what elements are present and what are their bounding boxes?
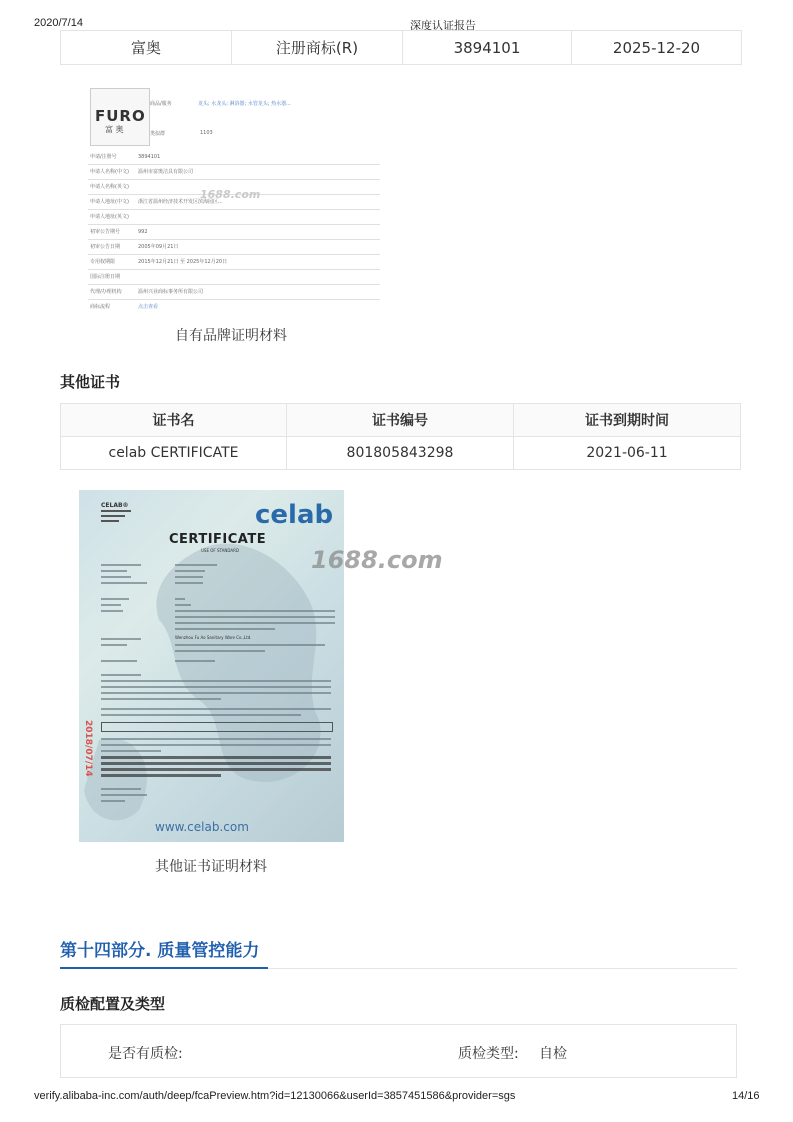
- cert-watermark: 1688.com: [311, 546, 443, 574]
- tm-class-value: 1103: [200, 130, 213, 136]
- print-date: 2020/7/14: [34, 17, 83, 29]
- tm-row: 申请人地址(英文): [88, 210, 380, 225]
- section-other-certs: 其他证书: [60, 373, 121, 391]
- tm-row: 代理/办理机构 温州兴业商标事务所有限公司: [88, 285, 380, 300]
- qc-info-box: [60, 1024, 737, 1078]
- qc-type-label: 质检类型:: [458, 1046, 519, 1062]
- tm-row: 申请/注册号 3894101: [88, 150, 380, 165]
- caption-own-brand: 自有品牌证明材料: [175, 328, 287, 344]
- cert-expiry-cell: 2021-06-11: [514, 437, 741, 470]
- footer-url: verify.alibaba-inc.com/auth/deep/fcaPreview.htm?id=12130066&userId=3857451586&provider=sgs: [34, 1090, 516, 1102]
- section-qc-config: 质检配置及类型: [60, 995, 166, 1013]
- section-quality: 第十四部分. 质量管控能力: [60, 941, 260, 961]
- table-header-row: [61, 404, 741, 437]
- tm-row: 初审公告日期 2005年09月21日: [88, 240, 380, 255]
- tm-row: 商标流程 点击查看: [90, 304, 159, 310]
- page-number: 14/16: [732, 1090, 760, 1102]
- brand-number-cell: 3894101: [403, 31, 572, 65]
- cert-table: [60, 403, 741, 470]
- brand-table: [60, 30, 742, 65]
- cert-company: Wenzhou Fu Ao Sanitary Ware Co.,Ltd.: [175, 635, 252, 640]
- col-header-cert-number: 证书编号: [287, 404, 514, 437]
- brand-type-cell: 注册商标(R): [232, 31, 403, 65]
- report-title: 深度认证报告: [410, 19, 476, 32]
- section-underline-accent: [60, 967, 268, 969]
- qc-has-label: 是否有质检:: [108, 1046, 183, 1062]
- cert-name-cell: celab CERTIFICATE: [61, 437, 287, 470]
- trademark-logo-box: [90, 88, 150, 146]
- trademark-logo-sub: 富 奥: [105, 125, 124, 134]
- cert-number-cell: 801805843298: [287, 437, 514, 470]
- tm-goods-label: 商品/服务: [150, 101, 172, 107]
- brand-name-cell: 富奥: [61, 31, 232, 65]
- cert-date-stamp: 2018/07/14: [83, 720, 93, 777]
- tm-row: 申请人名称(英文): [88, 180, 380, 195]
- col-header-cert-expiry: 证书到期时间: [514, 404, 741, 437]
- caption-other-cert: 其他证书证明材料: [155, 859, 267, 875]
- trademark-certificate-image: [88, 88, 380, 313]
- tm-goods-value: 龙头; 水龙头; 淋浴器; 水管龙头; 热水器...: [198, 101, 291, 107]
- trademark-watermark: 1688.com: [200, 188, 261, 201]
- table-row: [61, 31, 742, 65]
- tm-row: 申请人名称(中文) 温州市富奥洁具有限公司: [88, 165, 380, 180]
- tm-row: 初审公告期号 992: [88, 225, 380, 240]
- table-row: [61, 437, 741, 470]
- celab-certificate-image: CELAB® celab CERTIFICATE USE OF STANDARD 1688.com Wenzhou Fu Ao Sanitary Ware Co.,Ltd. 2018/07/14 www.celab.com: [79, 490, 344, 842]
- cert-footer-url: www.celab.com: [155, 820, 249, 834]
- tm-row: 国际注册日期: [88, 270, 380, 285]
- trademark-logo: FURO: [95, 107, 146, 125]
- col-header-cert-name: 证书名: [61, 404, 287, 437]
- celab-logo: celab: [255, 500, 334, 530]
- tm-row: 申请人地址(中文) 浙江省温州经济技术开发区滨海园区...: [88, 195, 380, 210]
- qc-type-value: 自检: [539, 1046, 567, 1062]
- tm-class-label: 类似群: [150, 131, 166, 137]
- tm-row: 专用权期限 2015年12月21日 至 2025年12月20日: [88, 255, 380, 270]
- brand-expiry-cell: 2025-12-20: [572, 31, 742, 65]
- cert-title: CERTIFICATE: [169, 532, 267, 547]
- cert-subtitle: USE OF STANDARD: [201, 548, 239, 553]
